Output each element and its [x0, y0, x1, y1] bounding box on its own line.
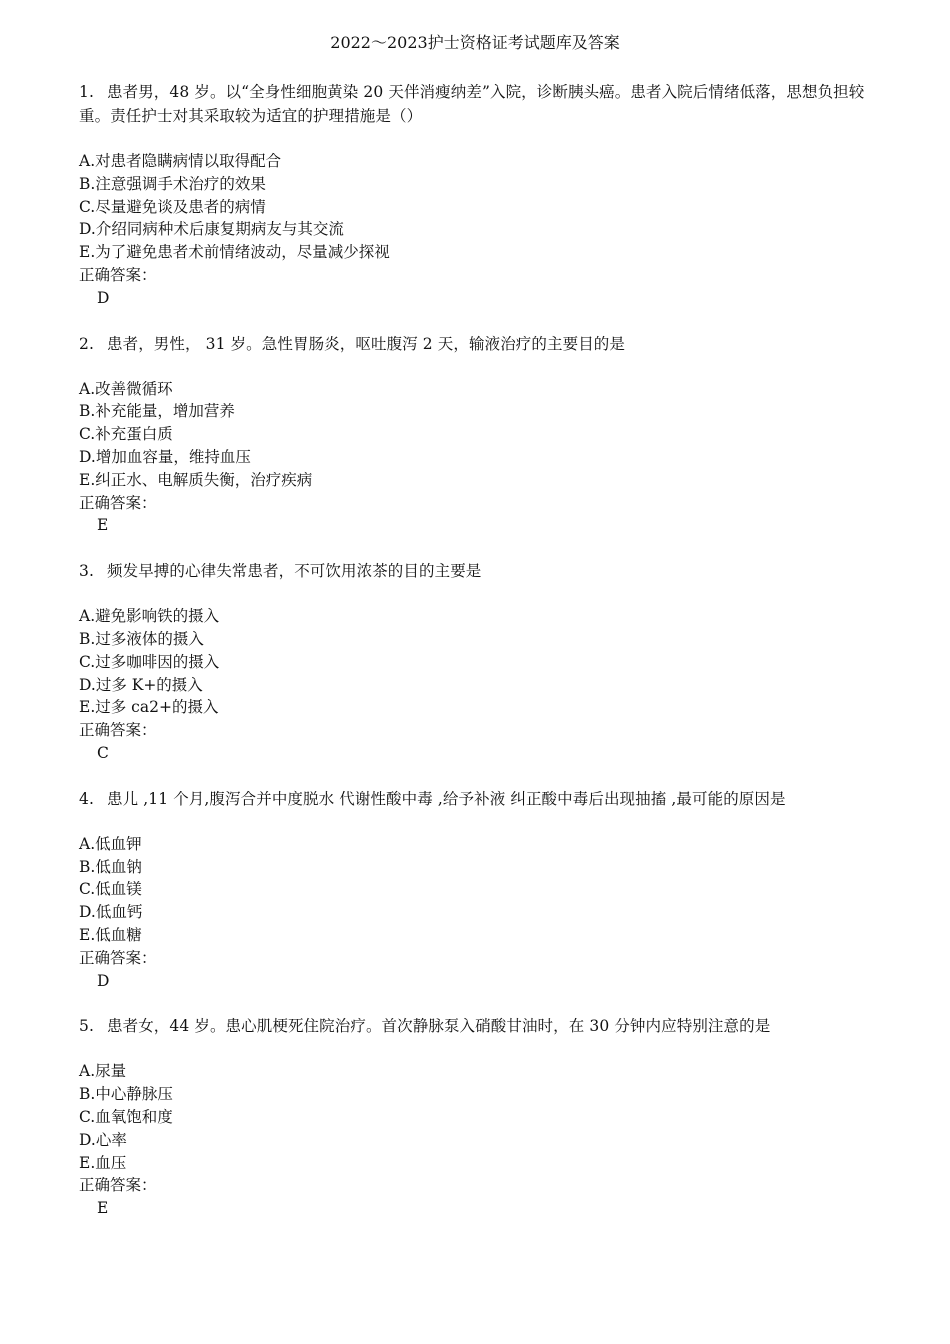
option-item [79, 651, 889, 674]
option-item [79, 901, 889, 924]
option-item [79, 696, 889, 719]
option-item [79, 628, 889, 651]
option-text: 介绍同病种术后康复期病友与其交流 [95, 220, 344, 239]
question-text: 患儿 ,11 个月,腹泻合并中度脱水 代谢性酸中毒 ,给予补液 纠正酸中毒后出现抽搐 ,最可能的原因是 [107, 789, 786, 808]
question-list [79, 80, 889, 1242]
option-text: 纠正水、电解质失衡，治疗疾病 [95, 470, 313, 489]
option-list [79, 1060, 889, 1174]
option-letter: C. [79, 880, 96, 899]
option-letter: E. [79, 925, 96, 944]
option-letter: E. [79, 243, 96, 262]
option-text: 低血镁 [95, 880, 142, 899]
option-item [79, 469, 889, 492]
question-number: 2. [79, 334, 94, 353]
question-item [79, 80, 889, 310]
option-list [79, 150, 889, 264]
option-item [79, 1152, 889, 1175]
option-letter: B. [79, 629, 96, 648]
option-item [79, 218, 889, 241]
option-item [79, 241, 889, 264]
answer-value: D [97, 971, 110, 990]
option-item [79, 1129, 889, 1152]
option-item [79, 605, 889, 628]
option-text: 过多液体的摄入 [95, 629, 204, 648]
option-letter: D. [79, 220, 96, 239]
option-item [79, 833, 889, 856]
question-text: 患者女，44 岁。患心肌梗死住院治疗。首次静脉泵入硝酸甘油时，在 30 分钟内应特别注意的是 [107, 1017, 771, 1036]
option-letter: C. [79, 652, 96, 671]
option-item [79, 1060, 889, 1083]
option-text: 补充蛋白质 [95, 425, 173, 444]
document-title: 2022～2023护士资格证考试题库及答案 [330, 33, 620, 52]
option-text: 增加血容量，维持血压 [95, 447, 251, 466]
question-number: 5. [79, 1017, 94, 1036]
question-stem [79, 559, 889, 583]
question-stem [79, 80, 889, 128]
option-letter: E. [79, 470, 96, 489]
question-number: 4. [79, 789, 94, 808]
option-text: 低血钙 [95, 903, 143, 922]
option-item [79, 173, 889, 196]
option-letter: D. [79, 447, 96, 466]
option-text: 低血糖 [95, 925, 142, 944]
answer-label: 正确答案： [79, 265, 157, 284]
option-letter: D. [79, 1130, 96, 1149]
option-text: 对患者隐瞒病情以取得配合 [95, 152, 282, 170]
option-letter: C. [79, 425, 96, 444]
question-number: 1. [79, 83, 94, 101]
option-letter: D. [79, 675, 96, 694]
answer-label: 正确答案： [79, 1176, 157, 1195]
option-item [79, 878, 889, 901]
option-list [79, 378, 889, 492]
option-letter: D. [79, 903, 96, 922]
option-item [79, 196, 889, 219]
question-number: 3. [79, 562, 94, 581]
answer-label: 正确答案： [79, 721, 157, 740]
option-letter: E. [79, 698, 96, 717]
option-text: 补充能量，增加营养 [95, 402, 235, 421]
question-stem [79, 1014, 889, 1038]
option-letter: C. [79, 1107, 96, 1126]
option-text: 低血钾 [95, 834, 142, 853]
option-text: 避免影响铁的摄入 [95, 607, 220, 626]
option-list [79, 605, 889, 719]
option-text: 中心静脉压 [95, 1085, 173, 1104]
option-item [79, 423, 889, 446]
option-letter: A. [79, 379, 96, 398]
option-text: 改善微循环 [95, 379, 173, 398]
answer-value: C [97, 743, 109, 762]
answer-value: E [97, 1199, 109, 1218]
option-item [79, 1106, 889, 1129]
option-letter: B. [79, 857, 96, 876]
option-text: 血氧饱和度 [95, 1107, 173, 1126]
question-text: 患者男，48 岁。以“全身性细胞黄染 20 天伴消瘦纳差”入院，诊断胰头癌。患者入院后情绪低落，思想负担较重。责任护士对其采取较为适宜的护理措施是（） [79, 83, 865, 125]
option-item [79, 924, 889, 947]
option-item [79, 150, 889, 173]
question-stem [79, 787, 889, 811]
answer-label: 正确答案： [79, 948, 157, 967]
option-letter: A. [79, 152, 96, 170]
option-text: 尽量避免谈及患者的病情 [95, 197, 266, 216]
option-text: 心率 [95, 1130, 127, 1149]
option-letter: A. [79, 1062, 96, 1081]
question-stem [79, 332, 889, 356]
question-item [79, 559, 889, 765]
option-letter: B. [79, 174, 96, 193]
option-text: 为了避免患者术前情绪波动，尽量减少探视 [95, 243, 390, 262]
option-text: 低血钠 [95, 857, 142, 876]
question-item [79, 332, 889, 538]
question-text: 频发早搏的心律失常患者，不可饮用浓茶的目的主要是 [107, 562, 482, 581]
answer-value: D [97, 288, 110, 307]
option-text: 过多 K+的摄入 [95, 675, 203, 694]
option-text: 注意强调手术治疗的效果 [95, 174, 266, 193]
option-item [79, 446, 889, 469]
option-item [79, 856, 889, 879]
question-text: 患者，男性， 31 岁。急性胃肠炎，呕吐腹泻 2 天，输液治疗的主要目的是 [107, 334, 625, 353]
option-letter: E. [79, 1153, 96, 1172]
option-letter: B. [79, 402, 96, 421]
option-item [79, 378, 889, 401]
option-letter: A. [79, 834, 96, 853]
question-item [79, 787, 889, 993]
answer-label: 正确答案： [79, 493, 157, 512]
option-letter: A. [79, 607, 96, 626]
option-item [79, 400, 889, 423]
question-item [79, 1014, 889, 1220]
option-item [79, 674, 889, 697]
option-letter: C. [79, 197, 96, 216]
option-text: 过多咖啡因的摄入 [95, 652, 220, 671]
option-text: 尿量 [95, 1062, 127, 1081]
answer-value: E [97, 516, 109, 535]
option-item [79, 1083, 889, 1106]
option-list [79, 833, 889, 947]
option-text: 血压 [95, 1153, 127, 1172]
option-letter: B. [79, 1085, 96, 1104]
option-text: 过多 ca2+的摄入 [95, 698, 219, 717]
